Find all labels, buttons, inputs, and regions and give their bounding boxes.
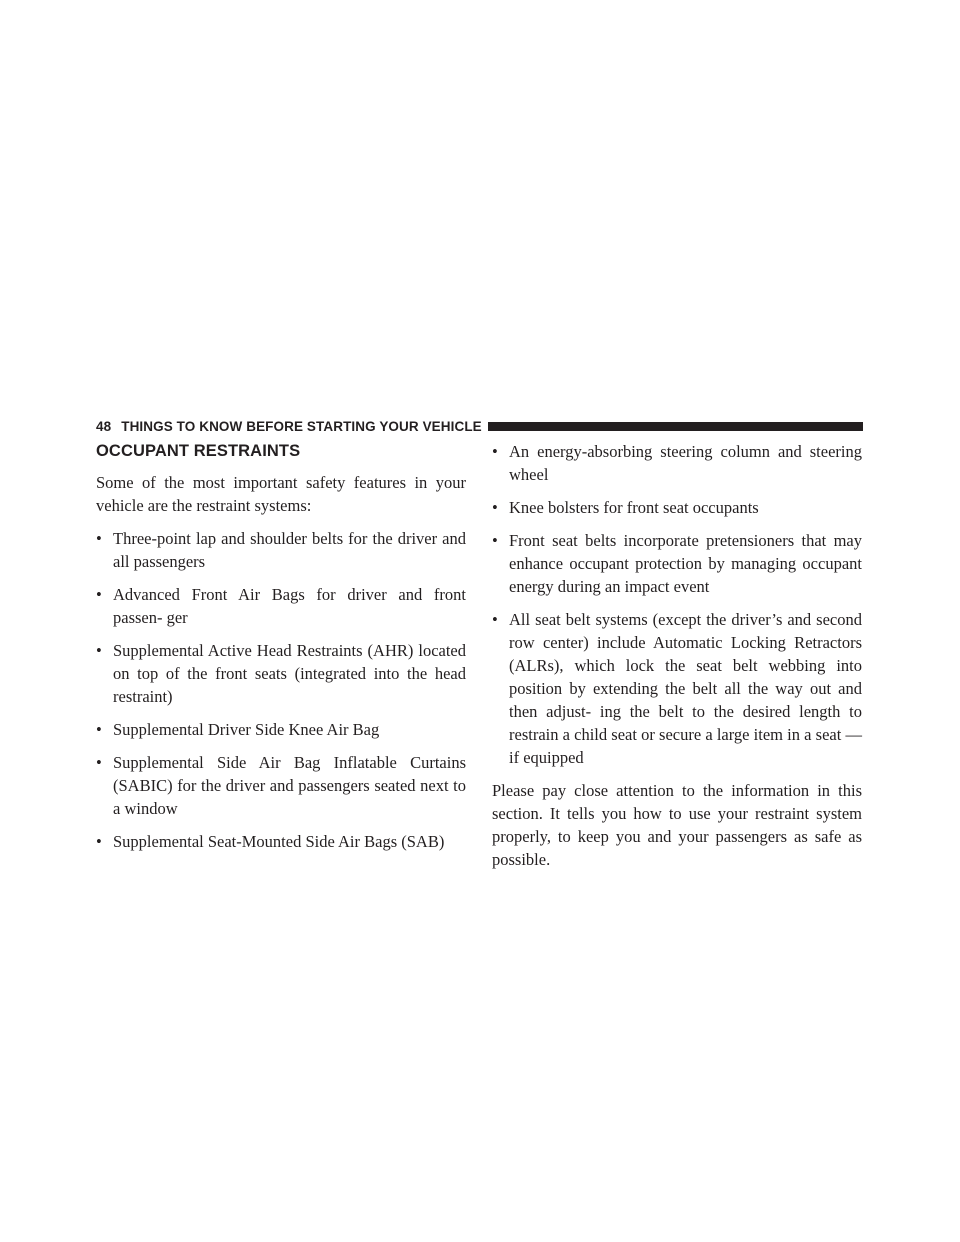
bullet-icon: •	[96, 832, 102, 851]
list-item-text: Supplemental Driver Side Knee Air Bag	[113, 720, 380, 739]
list-item-text: All seat belt systems (except the driver’s and second row center) include Automatic Locking Retractors (ALRs), which lock the seat belt webbing into position by extending the belt all the way out and then adjust- ing the belt to the desired length to restrain a child seat or secure a large item in a seat — if equipped	[509, 610, 862, 767]
list-item	[492, 529, 862, 598]
list-item	[96, 830, 466, 853]
page-header	[96, 418, 863, 434]
list-item-text: Supplemental Side Air Bag Inflatable Curtains (SABIC) for the driver and passengers seated next to a window	[113, 753, 466, 818]
bullet-icon: •	[492, 442, 498, 461]
bullet-icon: •	[492, 498, 498, 517]
list-item	[96, 527, 466, 573]
header-rule	[488, 422, 863, 431]
list-item-text: Front seat belts incorporate pretensioners that may enhance occupant protection by managing occupant energy during an impact event	[509, 531, 862, 596]
list-item-text: Supplemental Seat-Mounted Side Air Bags (SAB)	[113, 832, 445, 851]
list-item-text: Advanced Front Air Bags for driver and front passen- ger	[113, 585, 466, 627]
bullet-icon: •	[492, 610, 498, 629]
list-item-text: Three-point lap and shoulder belts for the driver and all passengers	[113, 529, 466, 571]
list-item	[96, 718, 466, 741]
bullet-icon: •	[96, 641, 102, 660]
list-item	[492, 496, 862, 519]
list-item	[96, 639, 466, 708]
section-running-title: THINGS TO KNOW BEFORE STARTING YOUR VEHICLE	[121, 418, 482, 434]
bullet-icon: •	[96, 529, 102, 548]
list-item	[492, 440, 862, 486]
page-number: 48	[96, 418, 112, 434]
bullet-icon: •	[492, 531, 498, 550]
list-item-text: Knee bolsters for front seat occupants	[509, 498, 759, 517]
bullet-icon: •	[96, 585, 102, 604]
bullet-icon: •	[96, 720, 102, 739]
section-heading: OCCUPANT RESTRAINTS	[96, 442, 301, 460]
list-item	[96, 583, 466, 629]
list-item	[492, 608, 862, 769]
list-item	[96, 751, 466, 820]
closing-paragraph: Please pay close attention to the information in this section. It tells you how to use your restraint system properly, to keep you and your passengers as safe as possible.	[492, 781, 862, 869]
intro-paragraph: Some of the most important safety features in your vehicle are the restraint systems:	[96, 473, 466, 515]
right-column	[492, 440, 862, 881]
list-item-text: An energy-absorbing steering column and steering wheel	[509, 442, 862, 484]
list-item-text: Supplemental Active Head Restraints (AHR) located on top of the front seats (integrated into the head restraint)	[113, 641, 466, 706]
bullet-icon: •	[96, 753, 102, 772]
left-column	[96, 440, 466, 863]
